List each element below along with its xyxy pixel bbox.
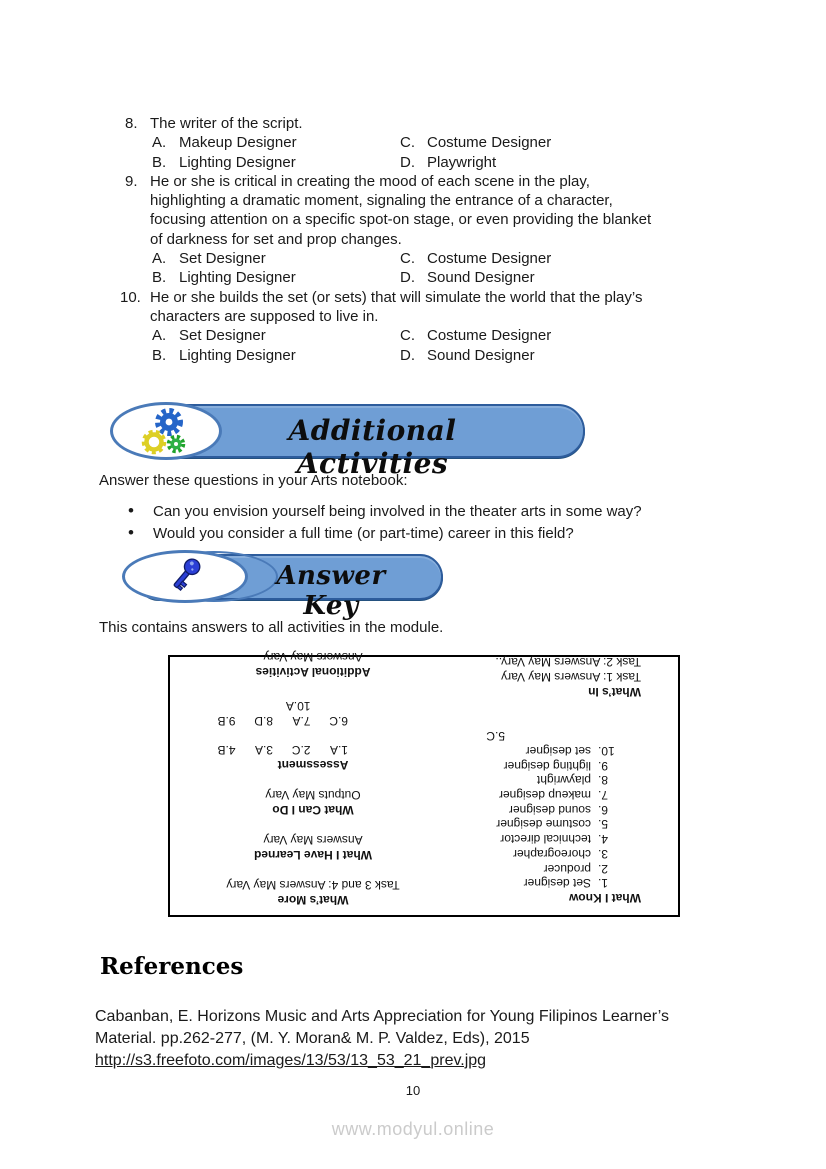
watermark: www.modyul.online <box>331 1119 495 1139</box>
option-c: C. Costume Designer <box>400 327 552 345</box>
assessment-row: 10.A <box>285 699 311 713</box>
page-number: 10 <box>405 1083 421 1098</box>
key-icon <box>162 554 208 600</box>
citation-line: Cabanban, E. Horizons Music and Arts Appreciation for Young Filipinos Learner’s <box>95 1008 669 1025</box>
assessment-heading: Assessment <box>277 758 349 772</box>
question-options <box>152 133 724 172</box>
question-text: characters are supposed to live in. <box>150 307 379 325</box>
assessment-block <box>198 698 428 772</box>
quiz-section <box>99 114 724 365</box>
additional-activities-banner <box>110 402 587 480</box>
citation-block <box>95 1006 669 1072</box>
additional-activities-block: Additional Activities Answers May Vary <box>198 649 428 679</box>
option-b: B. Lighting Designer <box>152 153 296 171</box>
answer-item: 1.Set designer <box>523 876 609 891</box>
bullet-item: • Would you consider a full time (or part-time) career in this field? <box>128 523 642 545</box>
bullet-item: • Can you envision yourself being involved in the theater arts in some way? <box>128 501 642 523</box>
banner-title: Answer Key <box>276 561 386 621</box>
option-c: C. Costume Designer <box>400 250 552 268</box>
option-a: A. Makeup Designer <box>152 134 297 152</box>
question-options <box>152 249 724 288</box>
answer-key-banner <box>122 550 443 621</box>
question-text: focusing attention on a specific spot-on stage, or even providing the blanket <box>150 211 652 229</box>
answer-item: 2.producer <box>543 861 609 876</box>
banner-title: Additional Activities <box>288 414 457 480</box>
references-heading: References <box>100 953 244 980</box>
question-text: The writer of the script. <box>150 115 303 132</box>
answer-item: 3.choreographer <box>512 846 609 861</box>
what-can-i-do-heading: What Can I Do <box>272 803 354 817</box>
question-10 <box>99 288 724 365</box>
gears-icon <box>135 403 197 459</box>
banner-badge <box>122 550 248 603</box>
question-number: 8. <box>125 115 138 132</box>
option-a: A. Set Designer <box>152 250 266 268</box>
what-i-have-learned-block: What I Have Learned Answers May Vary <box>198 832 428 862</box>
what-can-i-do-block: What Can I Do Outputs May Vary <box>198 787 428 817</box>
answer-key-box <box>168 650 680 917</box>
answer-item: 4.technical director <box>500 832 609 847</box>
option-a: A. Set Designer <box>152 327 266 345</box>
option-d: D. Sound Designer <box>400 269 535 287</box>
option-c: C. Costume Designer <box>400 134 552 152</box>
question-text: of darkness for set and prop changes. <box>150 230 402 248</box>
option-b: B. Lighting Designer <box>152 346 296 364</box>
question-number: 10. <box>120 288 141 306</box>
question-9 <box>99 172 724 288</box>
question-options <box>152 326 724 365</box>
whats-in-block <box>429 654 641 698</box>
option-d: D. Playwright <box>400 153 497 171</box>
answer-key-box-content-rotated <box>170 650 678 915</box>
reference-link[interactable]: http://s3.freefoto.com/images/13/53/13_53_21_prev.jpg <box>95 1052 487 1069</box>
answer-item: 6.sound designer <box>508 802 609 817</box>
question-number: 9. <box>125 172 138 190</box>
whats-in-line: Task 1: Answers May Vary <box>501 669 641 684</box>
question-text: He or she is critical in creating the mood of each scene in the play, <box>150 172 590 190</box>
answer-key-note: This contains answers to all activities in the module. <box>99 619 444 636</box>
answer-key-right-column <box>198 649 428 907</box>
question-text: highlighting a dramatic moment, signaling the entrance of a character, <box>150 192 613 210</box>
answer-item: 8.playwright <box>536 773 609 788</box>
whats-in-heading: What’s In <box>588 684 641 699</box>
option-b: B. Lighting Designer <box>152 269 296 287</box>
answer-item: 7.makeup designer <box>498 788 609 803</box>
question-8 <box>99 114 724 172</box>
option-d: D. Sound Designer <box>400 346 535 364</box>
assessment-row: 1.A 2.C 3.A 4.B <box>217 743 348 757</box>
banner-badge <box>110 402 222 460</box>
whats-more-block: What’s More Task 3 and 4: Answers May Vary <box>198 877 428 907</box>
answer-key-left-column <box>429 654 641 905</box>
what-i-have-learned-heading: What I Have Learned <box>253 848 373 862</box>
answer-item: 9.lighting designer <box>503 758 609 773</box>
question-text: He or she builds the set (or sets) that will simulate the world that the play’s <box>150 288 643 306</box>
additional-activities-heading: Additional Activities <box>255 665 371 679</box>
what-i-know-heading: What I Know <box>569 891 641 905</box>
whats-more-heading: What’s More <box>277 893 349 907</box>
citation-line: Material. pp.262-277, (M. Y. Moran& M. P. Valdez, Eds), 2015 <box>95 1030 530 1047</box>
whats-in-line: Task 2: Answers May Vary.. <box>495 655 641 670</box>
assessment-row: 6.C 7.A 8.D 9.B <box>217 714 348 728</box>
reflection-bullet-list <box>128 501 642 545</box>
answer-item: 5.costume designer <box>496 817 609 832</box>
notebook-prompt: Answer these questions in your Arts notebook: <box>99 472 408 489</box>
answer-item: 10.set designer <box>525 743 615 758</box>
answer-item-extra: 5.C <box>486 729 505 744</box>
